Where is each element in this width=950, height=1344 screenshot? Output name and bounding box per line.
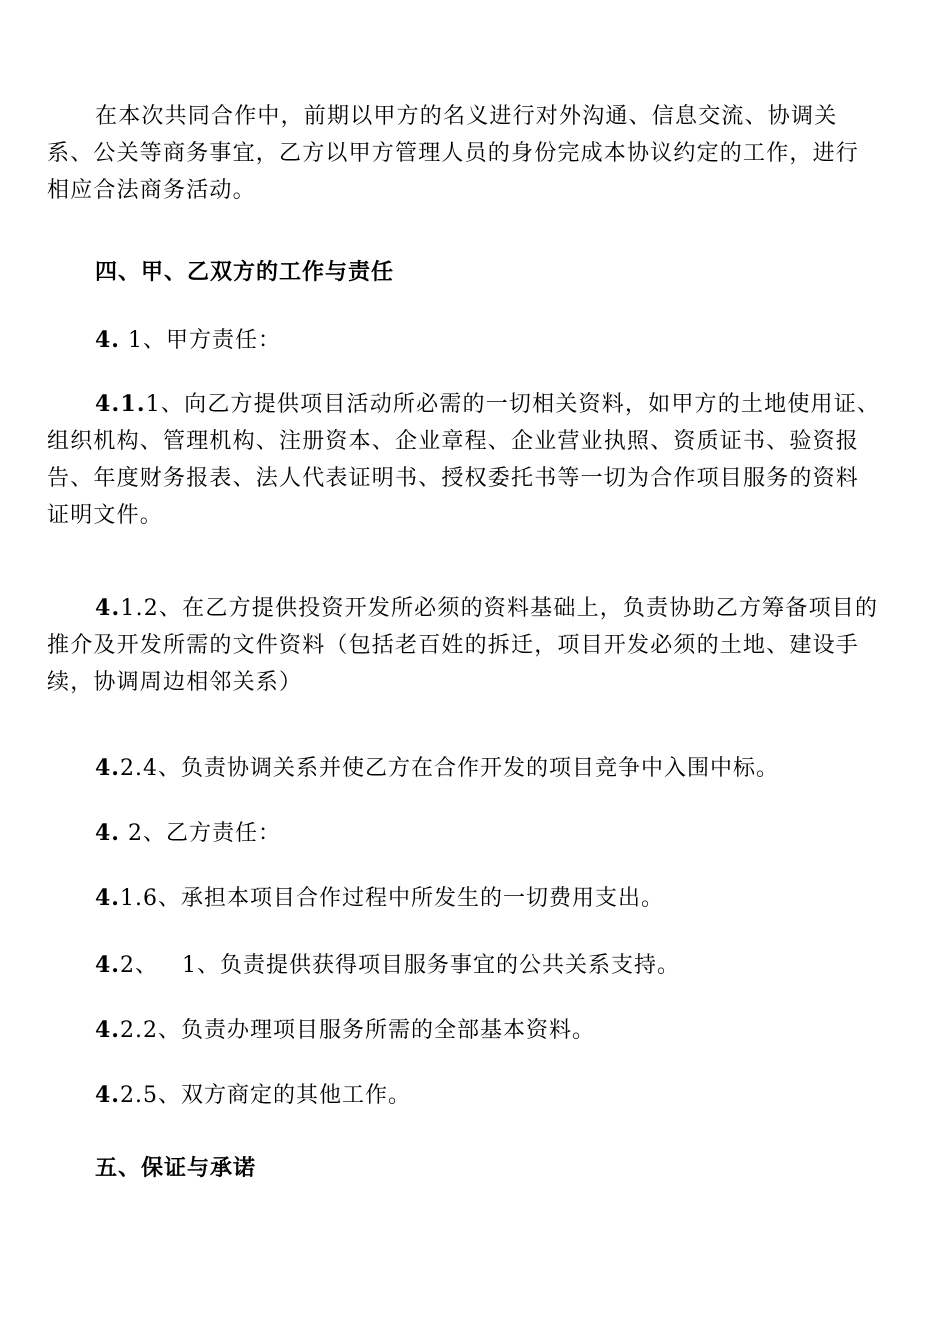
clause-number: 4. — [95, 755, 120, 781]
clause-4-1-6 — [95, 880, 664, 917]
clause-text: 2.5、双方商定的其他工作。 — [119, 1083, 411, 1108]
paragraph-cooperation — [47, 98, 859, 209]
clause-text: 2.2、负责办理项目服务所需的全部基本资料。 — [119, 1018, 595, 1043]
clause-number: 4. — [95, 820, 120, 846]
paragraph-line: 系、公关等商务事宜，乙方以甲方管理人员的身份完成本协议约定的工作，进行 — [47, 141, 860, 166]
clause-text: 1.2、在乙方提供投资开发所必须的资料基础上，负责协助乙方筹备项目的 — [120, 596, 879, 621]
paragraph-line: 在本次共同合作中，前期以甲方的名义进行对外沟通、信息交流、协调关 — [95, 104, 838, 129]
clause-text: 2、 1、负责提供获得项目服务事宜的公共关系支持。 — [119, 953, 680, 978]
paragraph-line: 证明文件。 — [47, 503, 164, 528]
section-heading-5: 五、保证与承诺 — [95, 1155, 257, 1181]
section-heading-4: 四、甲、乙双方的工作与责任 — [95, 259, 395, 285]
clause-4-1-1 — [47, 386, 880, 534]
clause-number: 4. — [95, 1017, 120, 1043]
clause-text: 2.4、负责协调关系并使乙方在合作开发的项目竞争中入围中标。 — [119, 756, 779, 781]
clause-text: 2、乙方责任： — [119, 821, 281, 846]
clause-4-2-2 — [95, 1012, 595, 1049]
paragraph-line: 告、年度财务报表、法人代表证明书、授权委托书等一切为合作项目服务的资料 — [47, 466, 860, 491]
clause-4-2-5 — [95, 1077, 411, 1114]
clause-text: 1、甲方责任： — [119, 328, 281, 353]
clause-text: 1.6、承担本项目合作过程中所发生的一切费用支出。 — [119, 886, 664, 911]
paragraph-line: 续，协调周边相邻关系） — [47, 670, 303, 695]
paragraph-line — [47, 386, 880, 423]
clause-number: 4. — [95, 327, 120, 353]
clause-4-2-4 — [95, 750, 779, 787]
clause-4-1-2 — [47, 590, 878, 701]
clause-4-2 — [95, 815, 281, 852]
paragraph-line: 推介及开发所需的文件资料（包括老百姓的拆迁，项目开发必须的土地、建设手 — [47, 633, 860, 658]
clause-4-1 — [95, 322, 281, 359]
clause-number: 4. — [95, 595, 121, 621]
clause-4-2-1 — [95, 947, 680, 984]
paragraph-line — [47, 590, 878, 627]
clause-number: 4. — [95, 952, 120, 978]
clause-number: 4. — [95, 1082, 120, 1108]
paragraph-line: 组织机构、管理机构、注册资本、企业章程、企业营业执照、资质证书、验资报 — [47, 429, 860, 454]
clause-text: 1、向乙方提供项目活动所必需的一切相关资料，如甲方的土地使用证、 — [145, 392, 881, 417]
clause-number: 4. — [95, 885, 120, 911]
clause-number: 4.1. — [95, 391, 146, 417]
paragraph-line: 相应合法商务活动。 — [47, 178, 256, 203]
